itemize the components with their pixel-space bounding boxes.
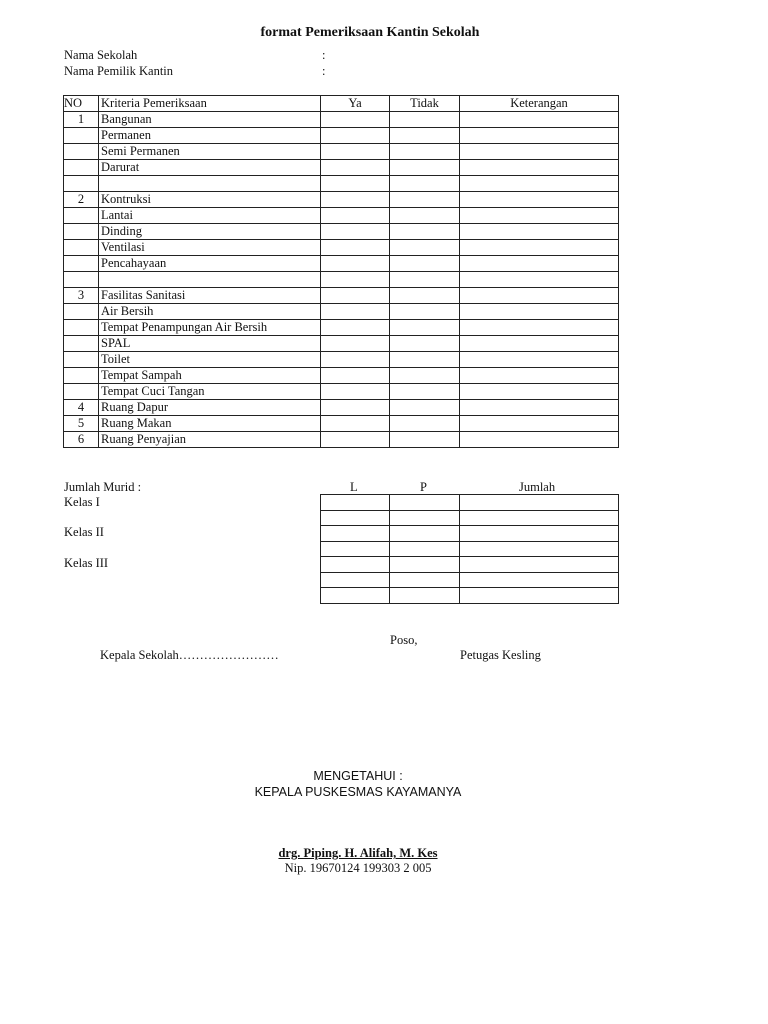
row-no — [64, 368, 99, 384]
row-no — [64, 320, 99, 336]
murid-table — [320, 494, 619, 604]
table-row — [64, 272, 619, 288]
row-tidak-cell — [390, 272, 460, 288]
row-no — [64, 128, 99, 144]
row-ya-cell — [321, 272, 390, 288]
table-row — [64, 128, 619, 144]
murid-row — [321, 588, 619, 604]
murid-jumlah-cell — [460, 510, 619, 526]
row-kriteria: Tempat Sampah — [99, 368, 321, 384]
row-keterangan-cell — [460, 352, 619, 368]
header-ya: Ya — [321, 96, 390, 112]
row-keterangan-cell — [460, 288, 619, 304]
murid-jumlah-cell — [460, 572, 619, 588]
table-row — [64, 304, 619, 320]
row-kriteria: Ruang Makan — [99, 416, 321, 432]
row-tidak-cell — [390, 240, 460, 256]
place-date: Poso, — [390, 633, 418, 647]
murid-l-cell — [321, 510, 390, 526]
row-kriteria: Ruang Penyajian — [99, 432, 321, 448]
nama-sekolah-colon: : — [322, 48, 326, 62]
row-keterangan-cell — [460, 416, 619, 432]
row-keterangan-cell — [460, 256, 619, 272]
table-row — [64, 112, 619, 128]
row-tidak-cell — [390, 416, 460, 432]
row-keterangan-cell — [460, 112, 619, 128]
row-kriteria: Pencahayaan — [99, 256, 321, 272]
murid-header-l: L — [350, 480, 358, 494]
murid-row — [321, 572, 619, 588]
row-tidak-cell — [390, 336, 460, 352]
row-ya-cell — [321, 128, 390, 144]
table-row — [64, 352, 619, 368]
table-row — [64, 160, 619, 176]
row-tidak-cell — [390, 112, 460, 128]
murid-p-cell — [390, 510, 460, 526]
table-row — [64, 384, 619, 400]
table-row — [64, 144, 619, 160]
kepala-sekolah-sign: Kepala Sekolah…………………… — [100, 648, 279, 662]
row-no — [64, 304, 99, 320]
murid-l-cell — [321, 541, 390, 557]
row-kriteria: Bangunan — [99, 112, 321, 128]
murid-row — [321, 526, 619, 542]
table-row — [64, 256, 619, 272]
murid-jumlah-cell — [460, 495, 619, 511]
row-keterangan-cell — [460, 400, 619, 416]
row-tidak-cell — [390, 288, 460, 304]
row-keterangan-cell — [460, 208, 619, 224]
row-no: 3 — [64, 288, 99, 304]
row-kriteria: Dinding — [99, 224, 321, 240]
row-keterangan-cell — [460, 384, 619, 400]
row-keterangan-cell — [460, 144, 619, 160]
row-no — [64, 224, 99, 240]
murid-header-jumlah: Jumlah — [519, 480, 556, 494]
row-no: 6 — [64, 432, 99, 448]
table-row — [64, 176, 619, 192]
row-no: 2 — [64, 192, 99, 208]
row-tidak-cell — [390, 432, 460, 448]
table-row — [64, 400, 619, 416]
table-row — [64, 336, 619, 352]
row-ya-cell — [321, 208, 390, 224]
row-keterangan-cell — [460, 240, 619, 256]
kelas-1-label: Kelas I — [64, 495, 100, 509]
signatory-nip: Nip. 19670124 199303 2 005 — [284, 861, 432, 875]
murid-l-cell — [321, 526, 390, 542]
row-tidak-cell — [390, 128, 460, 144]
header-no: NO — [64, 96, 99, 112]
kepala-puskesmas-label: KEPALA PUSKESMAS KAYAMANYA — [254, 785, 462, 799]
nama-pemilik-colon: : — [322, 64, 326, 78]
row-tidak-cell — [390, 224, 460, 240]
table-row — [64, 368, 619, 384]
row-kriteria: Tempat Cuci Tangan — [99, 384, 321, 400]
row-kriteria: Lantai — [99, 208, 321, 224]
mengetahui-label: MENGETAHUI : — [313, 769, 403, 783]
row-kriteria: Toilet — [99, 352, 321, 368]
row-no — [64, 352, 99, 368]
row-ya-cell — [321, 304, 390, 320]
row-ya-cell — [321, 176, 390, 192]
row-keterangan-cell — [460, 128, 619, 144]
row-no — [64, 272, 99, 288]
row-kriteria — [99, 272, 321, 288]
murid-p-cell — [390, 572, 460, 588]
row-tidak-cell — [390, 144, 460, 160]
header-kriteria: Kriteria Pemeriksaan — [99, 96, 321, 112]
row-ya-cell — [321, 368, 390, 384]
row-kriteria: Air Bersih — [99, 304, 321, 320]
row-tidak-cell — [390, 208, 460, 224]
table-row — [64, 432, 619, 448]
page-title: format Pemeriksaan Kantin Sekolah — [260, 25, 480, 40]
row-keterangan-cell — [460, 272, 619, 288]
row-ya-cell — [321, 288, 390, 304]
row-keterangan-cell — [460, 160, 619, 176]
row-kriteria: Ruang Dapur — [99, 400, 321, 416]
row-kriteria: Ventilasi — [99, 240, 321, 256]
row-tidak-cell — [390, 368, 460, 384]
row-no: 4 — [64, 400, 99, 416]
row-tidak-cell — [390, 352, 460, 368]
table-row — [64, 240, 619, 256]
header-keterangan: Keterangan — [460, 96, 619, 112]
murid-p-cell — [390, 557, 460, 573]
row-no — [64, 144, 99, 160]
row-ya-cell — [321, 112, 390, 128]
row-tidak-cell — [390, 384, 460, 400]
jumlah-murid-label: Jumlah Murid : — [64, 480, 142, 494]
murid-jumlah-cell — [460, 526, 619, 542]
row-ya-cell — [321, 416, 390, 432]
row-keterangan-cell — [460, 368, 619, 384]
row-ya-cell — [321, 224, 390, 240]
row-ya-cell — [321, 144, 390, 160]
table-row — [64, 192, 619, 208]
murid-jumlah-cell — [460, 557, 619, 573]
row-ya-cell — [321, 432, 390, 448]
table-header-row — [64, 96, 619, 112]
row-ya-cell — [321, 400, 390, 416]
row-keterangan-cell — [460, 336, 619, 352]
murid-l-cell — [321, 572, 390, 588]
row-no — [64, 176, 99, 192]
row-keterangan-cell — [460, 304, 619, 320]
row-no — [64, 240, 99, 256]
table-row — [64, 320, 619, 336]
kelas-2-label: Kelas II — [64, 525, 104, 539]
murid-row — [321, 510, 619, 526]
row-kriteria: Kontruksi — [99, 192, 321, 208]
row-no: 1 — [64, 112, 99, 128]
row-no — [64, 160, 99, 176]
petugas-kesling-sign: Petugas Kesling — [460, 648, 541, 662]
table-row — [64, 288, 619, 304]
row-ya-cell — [321, 240, 390, 256]
row-kriteria: Darurat — [99, 160, 321, 176]
row-keterangan-cell — [460, 432, 619, 448]
murid-jumlah-cell — [460, 588, 619, 604]
inspection-table — [63, 95, 619, 448]
murid-l-cell — [321, 588, 390, 604]
murid-p-cell — [390, 526, 460, 542]
nama-sekolah-label: Nama Sekolah — [64, 48, 138, 62]
row-ya-cell — [321, 352, 390, 368]
murid-row — [321, 541, 619, 557]
row-kriteria — [99, 176, 321, 192]
murid-l-cell — [321, 557, 390, 573]
row-ya-cell — [321, 384, 390, 400]
row-keterangan-cell — [460, 224, 619, 240]
row-tidak-cell — [390, 304, 460, 320]
murid-l-cell — [321, 495, 390, 511]
row-keterangan-cell — [460, 176, 619, 192]
row-kriteria: SPAL — [99, 336, 321, 352]
row-kriteria: Tempat Penampungan Air Bersih — [99, 320, 321, 336]
header-tidak: Tidak — [390, 96, 460, 112]
row-tidak-cell — [390, 320, 460, 336]
row-no — [64, 384, 99, 400]
row-no — [64, 256, 99, 272]
murid-header-p: P — [420, 480, 427, 494]
row-tidak-cell — [390, 160, 460, 176]
table-row — [64, 224, 619, 240]
row-ya-cell — [321, 160, 390, 176]
row-no — [64, 208, 99, 224]
row-keterangan-cell — [460, 192, 619, 208]
murid-row — [321, 557, 619, 573]
row-kriteria: Fasilitas Sanitasi — [99, 288, 321, 304]
signatory-name: drg. Piping. H. Alifah, M. Kes — [278, 846, 438, 860]
row-ya-cell — [321, 192, 390, 208]
row-no — [64, 336, 99, 352]
murid-p-cell — [390, 541, 460, 557]
row-tidak-cell — [390, 176, 460, 192]
row-kriteria: Semi Permanen — [99, 144, 321, 160]
row-keterangan-cell — [460, 320, 619, 336]
table-row — [64, 416, 619, 432]
murid-jumlah-cell — [460, 541, 619, 557]
row-no: 5 — [64, 416, 99, 432]
row-ya-cell — [321, 320, 390, 336]
nama-pemilik-label: Nama Pemilik Kantin — [64, 64, 174, 78]
row-tidak-cell — [390, 400, 460, 416]
row-tidak-cell — [390, 192, 460, 208]
row-tidak-cell — [390, 256, 460, 272]
kelas-3-label: Kelas III — [64, 556, 109, 570]
row-kriteria: Permanen — [99, 128, 321, 144]
murid-row — [321, 495, 619, 511]
table-row — [64, 208, 619, 224]
murid-p-cell — [390, 495, 460, 511]
row-ya-cell — [321, 336, 390, 352]
row-ya-cell — [321, 256, 390, 272]
murid-p-cell — [390, 588, 460, 604]
